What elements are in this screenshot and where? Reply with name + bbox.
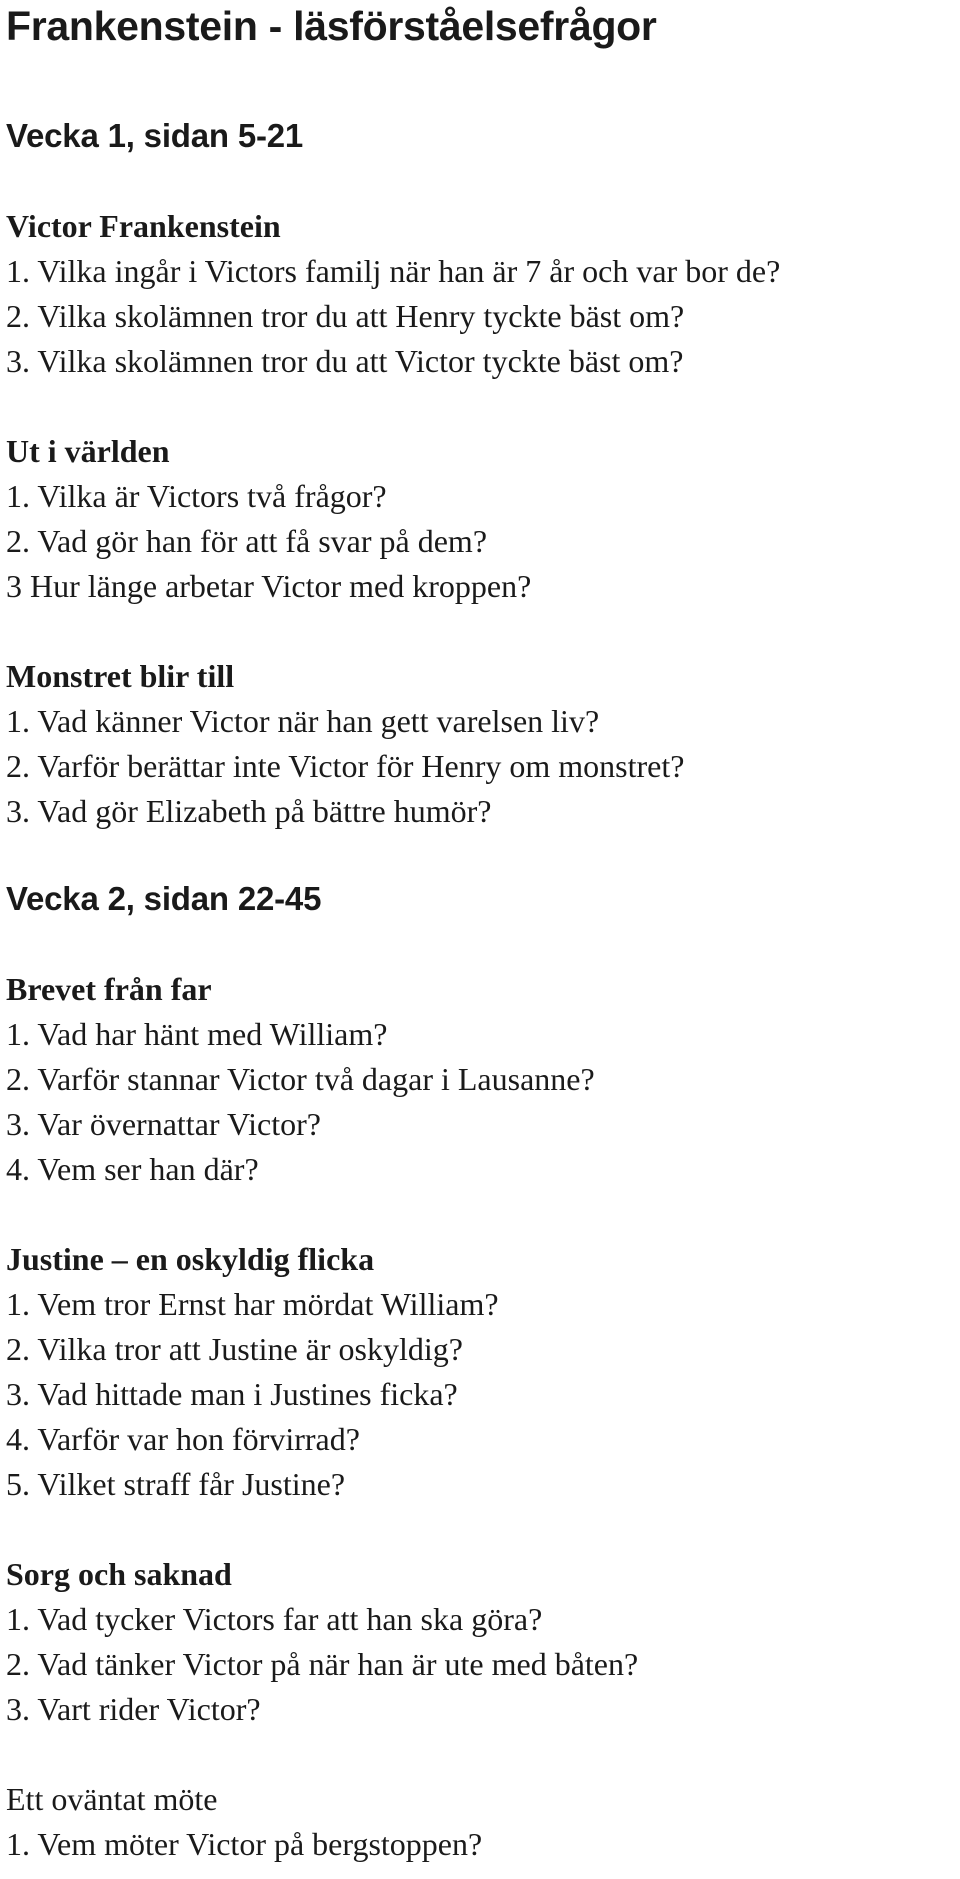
question: 2. Varför stannar Victor två dagar i Lausanne? bbox=[6, 1061, 595, 1097]
question: 3. Vilka skolämnen tror du att Victor tyckte bäst om? bbox=[6, 343, 684, 379]
document-page bbox=[6, 0, 954, 1867]
section-heading: Brevet från far bbox=[6, 971, 212, 1007]
question: 4. Vem ser han där? bbox=[6, 1151, 259, 1187]
week-heading: Vecka 2, sidan 22-45 bbox=[6, 880, 322, 917]
section-sorg-och-saknad bbox=[6, 1552, 954, 1732]
question: 4. Varför var hon förvirrad? bbox=[6, 1421, 360, 1457]
question: 2. Vad tänker Victor på när han är ute med båten? bbox=[6, 1646, 639, 1682]
section-victor-frankenstein bbox=[6, 204, 954, 384]
section-brevet-fran-far bbox=[6, 967, 954, 1192]
section-heading: Justine – en oskyldig flicka bbox=[6, 1241, 375, 1277]
question: 1. Vilka ingår i Victors familj när han är 7 år och var bor de? bbox=[6, 253, 781, 289]
question: 1. Vad har hänt med William? bbox=[6, 1016, 388, 1052]
question: 5. Vilket straff får Justine? bbox=[6, 1466, 346, 1502]
question: 1. Vad tycker Victors far att han ska göra? bbox=[6, 1601, 543, 1637]
question: 2. Vilka skolämnen tror du att Henry tyckte bäst om? bbox=[6, 298, 685, 334]
question: 3. Var övernattar Victor? bbox=[6, 1106, 321, 1142]
question: 3. Vad hittade man i Justines ficka? bbox=[6, 1376, 458, 1412]
question: 3 Hur länge arbetar Victor med kroppen? bbox=[6, 568, 532, 604]
section-monstret-blir-till bbox=[6, 654, 954, 834]
question: 1. Vem möter Victor på bergstoppen? bbox=[6, 1826, 483, 1862]
week-1 bbox=[6, 116, 954, 834]
question: 2. Varför berättar inte Victor för Henry om monstret? bbox=[6, 748, 685, 784]
section-ut-i-varlden bbox=[6, 429, 954, 609]
question: 1. Vad känner Victor när han gett varelsen liv? bbox=[6, 703, 600, 739]
section-heading: Ett oväntat möte bbox=[6, 1781, 218, 1817]
question: 2. Vilka tror att Justine är oskyldig? bbox=[6, 1331, 463, 1367]
question: 1. Vilka är Victors två frågor? bbox=[6, 478, 387, 514]
section-heading: Sorg och saknad bbox=[6, 1556, 232, 1592]
document-title: Frankenstein - läsförståelsefrågor bbox=[6, 3, 657, 49]
section-heading: Monstret blir till bbox=[6, 658, 235, 694]
question: 3. Vad gör Elizabeth på bättre humör? bbox=[6, 793, 492, 829]
section-heading: Ut i världen bbox=[6, 433, 170, 469]
section-heading: Victor Frankenstein bbox=[6, 208, 281, 244]
question: 3. Vart rider Victor? bbox=[6, 1691, 261, 1727]
question: 1. Vem tror Ernst har mördat William? bbox=[6, 1286, 499, 1322]
section-justine bbox=[6, 1237, 954, 1507]
section-ett-ovantat-mote bbox=[6, 1777, 954, 1867]
question: 2. Vad gör han för att få svar på dem? bbox=[6, 523, 488, 559]
week-heading: Vecka 1, sidan 5-21 bbox=[6, 117, 304, 154]
week-2 bbox=[6, 879, 954, 1867]
